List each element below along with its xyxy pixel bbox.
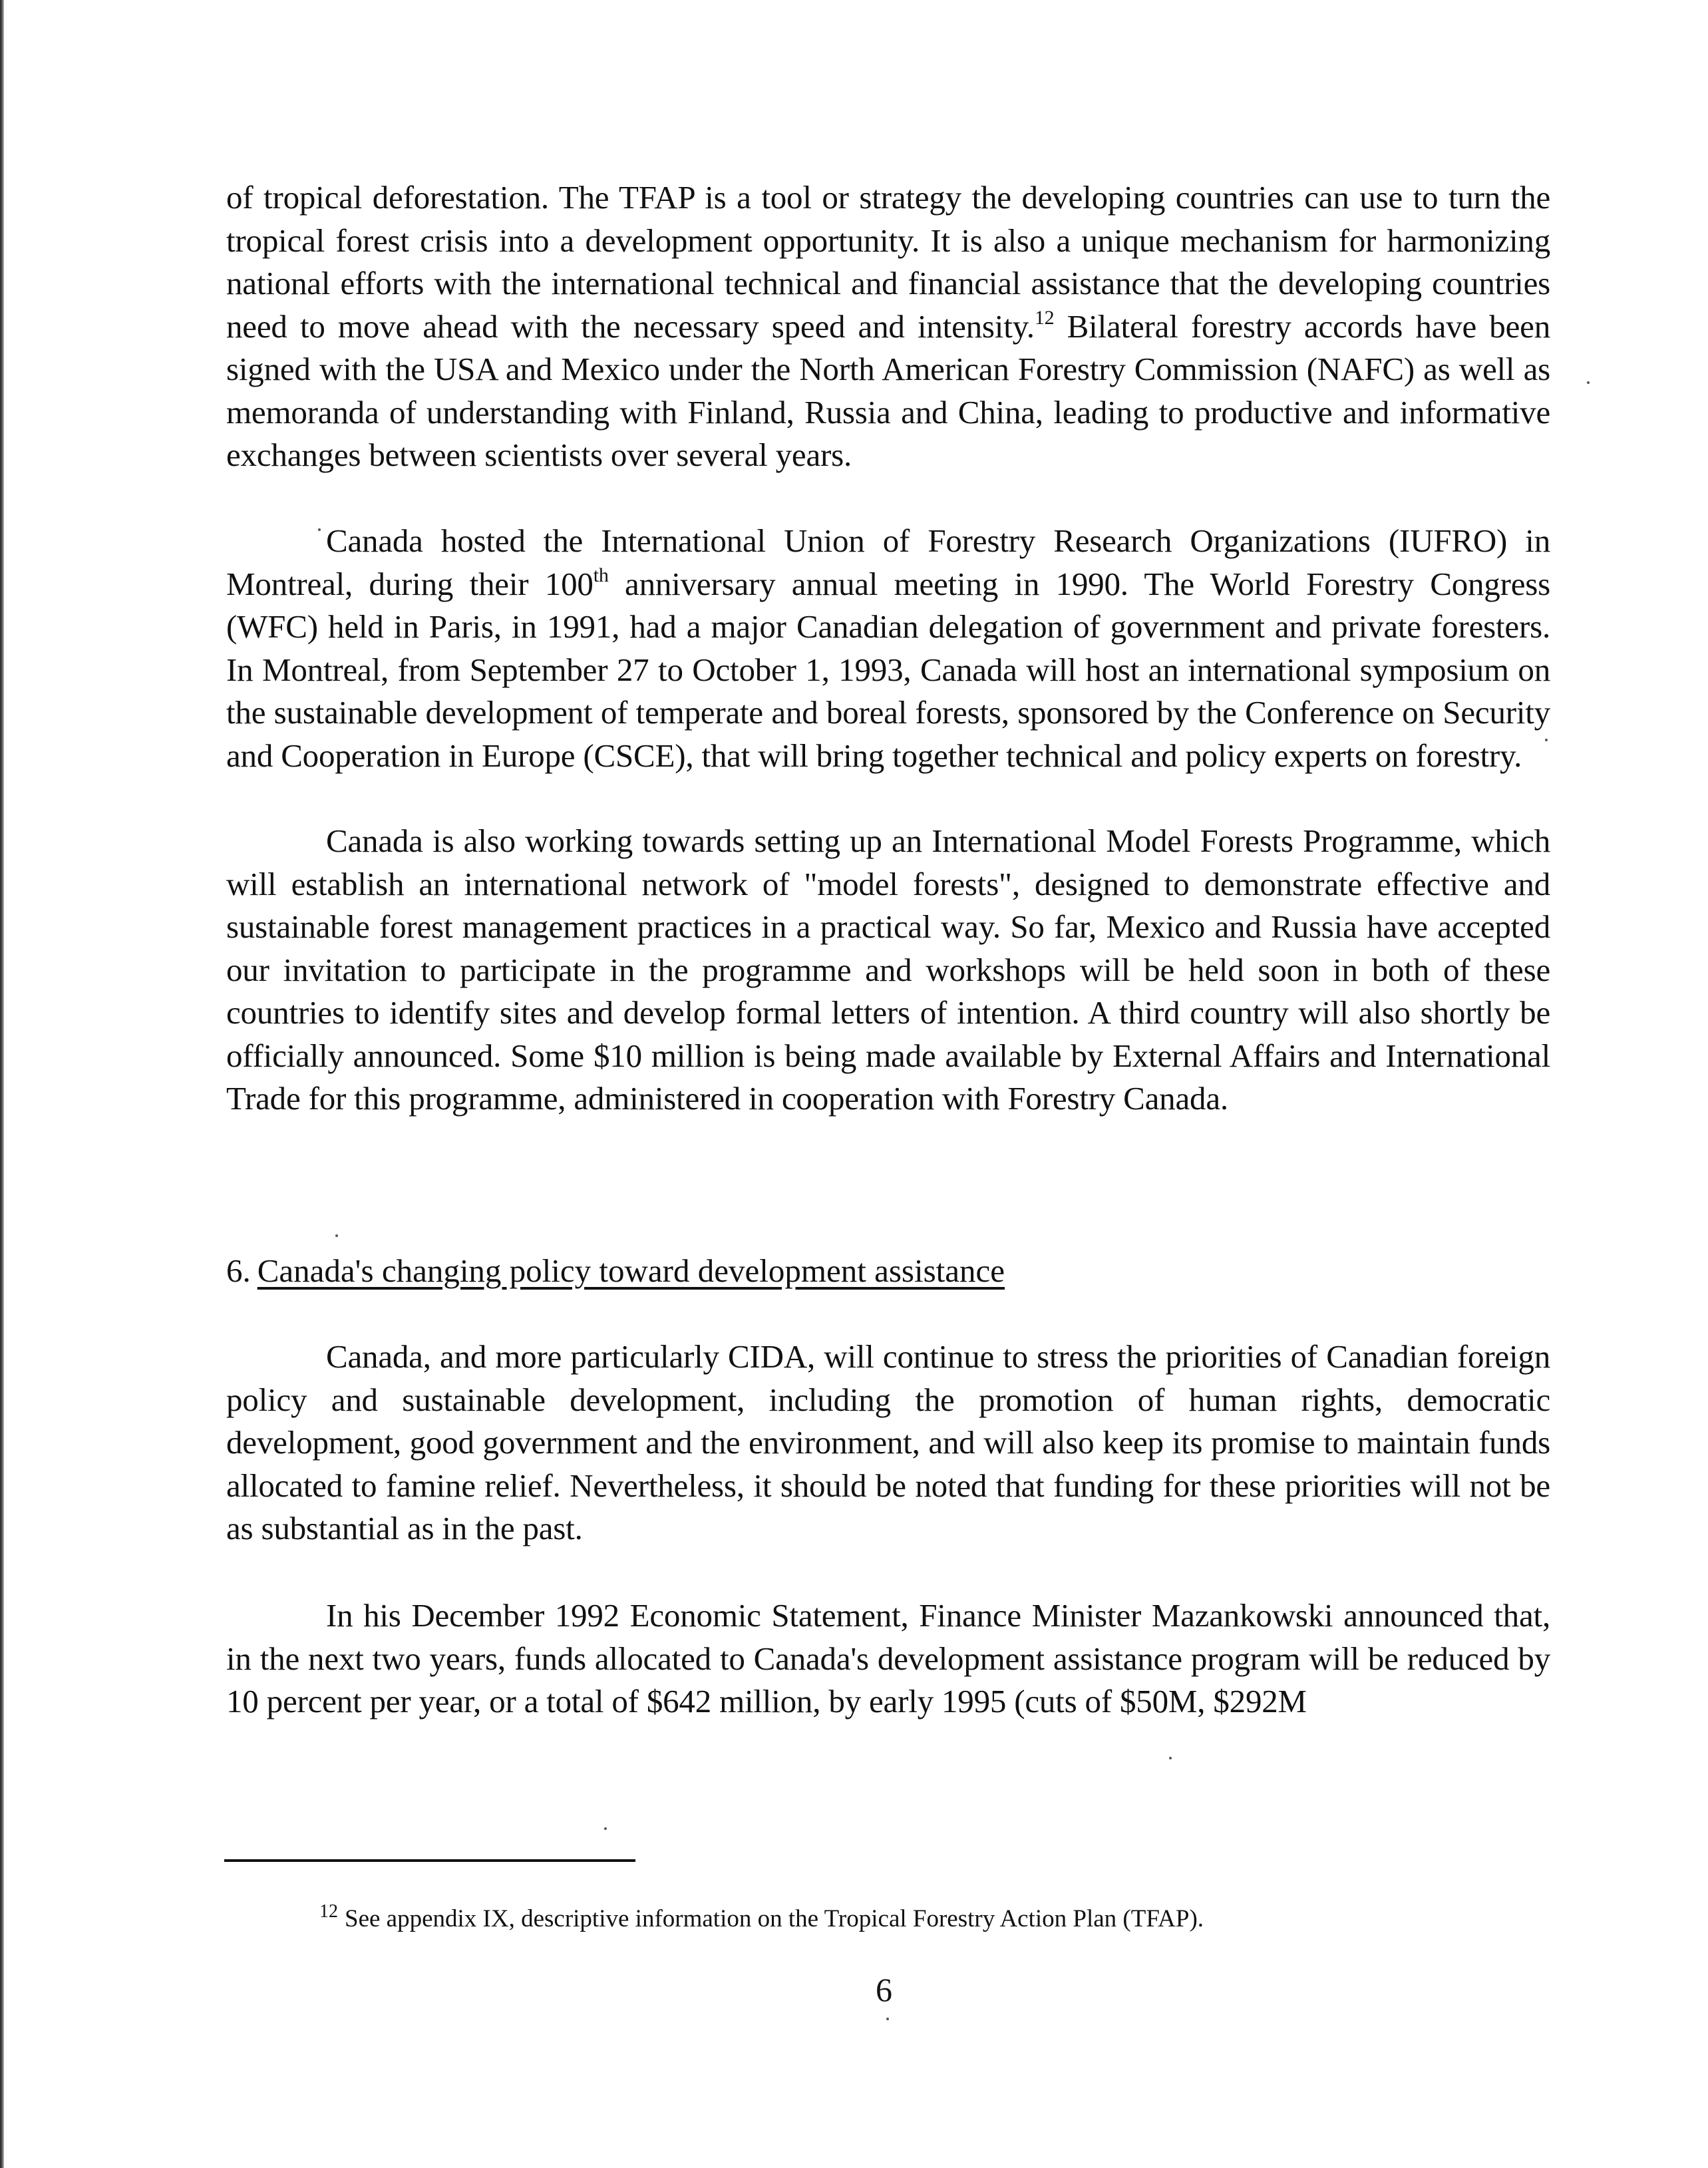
paragraph-text: Canada is also working towards setting up an International Model Forests Programme, which will establish an international network of "model forests", designed to demonstrate effective and sustainable forest management practices in a practical way. So far, Mexico and Russia have accepted our invitation to participate in the programme and workshops will be held soon in both of these countries to identify sites and develop formal letters of intention. A third country will also shortly be officially announced. Some $10 million is being made available by External Affairs and International Trade for this programme, administered in cooperation with Forestry Canada. xyxy=(226,822,1550,1117)
scan-speck xyxy=(1587,381,1590,384)
paragraph-text: of tropical deforestation. The TFAP is a tool or strategy the developing countries can use to turn the tropical forest crisis into a development opportunity. It is also a unique mechanism for harmonizing national efforts with the international technical and financial assistance that the developing countries need to move ahead with the necessary speed and intensity. xyxy=(226,179,1550,345)
footnote-separator xyxy=(224,1859,635,1862)
scan-speck xyxy=(1169,1757,1172,1759)
footnote-reference: 12 xyxy=(1034,306,1055,329)
footnote xyxy=(319,1903,1204,1935)
paragraph-text: Canada hosted the International Union of Forestry Research Organizations (IUFRO) in Montreal, during their 100 xyxy=(226,522,1550,602)
scan-speck xyxy=(335,1234,338,1237)
paragraph-economic-statement xyxy=(226,1594,1550,1723)
section-title: Canada's changing policy toward development assistance xyxy=(257,1252,1005,1289)
scan-page-edge xyxy=(0,0,4,2168)
scan-speck xyxy=(886,2018,889,2020)
paragraph-cida-priorities xyxy=(226,1336,1550,1550)
paragraph-text: Canada, and more particularly CIDA, will continue to stress the priorities of Canadian foreign policy and sustainable development, including the promotion of human rights, democratic development, good government and the environment, and will also keep its promise to maintain funds allocated to famine relief. Nevertheless, it should be noted that funding for these priorities will not be as substantial as in the past. xyxy=(226,1338,1550,1546)
scan-speck xyxy=(604,1827,607,1830)
scan-speck xyxy=(1545,739,1548,741)
paragraph-tfap xyxy=(226,176,1550,477)
footnote-text: See appendix IX, descriptive information on the Tropical Forestry Action Plan (TFAP). xyxy=(345,1905,1204,1932)
paragraph-text: Bilateral forestry accords have been signed with the USA and Mexico under the North American Forestry Commission (NAFC) as well as memoranda of understanding with Finland, Russia and China, leading to productive and informative exchanges between scientists over several years. xyxy=(226,307,1551,473)
scan-speck xyxy=(318,528,321,531)
page-number: 6 xyxy=(876,1971,892,2008)
paragraph-iufro xyxy=(226,520,1550,777)
paragraph-text: anniversary annual meeting in 1990. The World Forestry Congress (WFC) held in Paris, in 1991, had a major Canadian delegation of government and private foresters. In Montreal, from September 27 to October 1, 1993, Canada will host an international symposium on the sustainable development of temperate and boreal forests, sponsored by the Conference on Security and Cooperation in Europe (CSCE), that will bring together technical and policy experts on forestry. xyxy=(226,565,1550,774)
section-heading xyxy=(226,1250,1005,1292)
section-number: 6. xyxy=(226,1252,251,1289)
footnote-marker: 12 xyxy=(319,1901,338,1922)
ordinal-suffix: th xyxy=(593,564,609,586)
paragraph-text: In his December 1992 Economic Statement, Finance Minister Mazankowski announced that, in the next two years, funds allocated to Canada's development assistance program will be reduced by 10 percent per year, or a total of $642 million, by early 1995 (cuts of $50M, $292M xyxy=(226,1597,1550,1719)
paragraph-model-forests xyxy=(226,820,1550,1121)
